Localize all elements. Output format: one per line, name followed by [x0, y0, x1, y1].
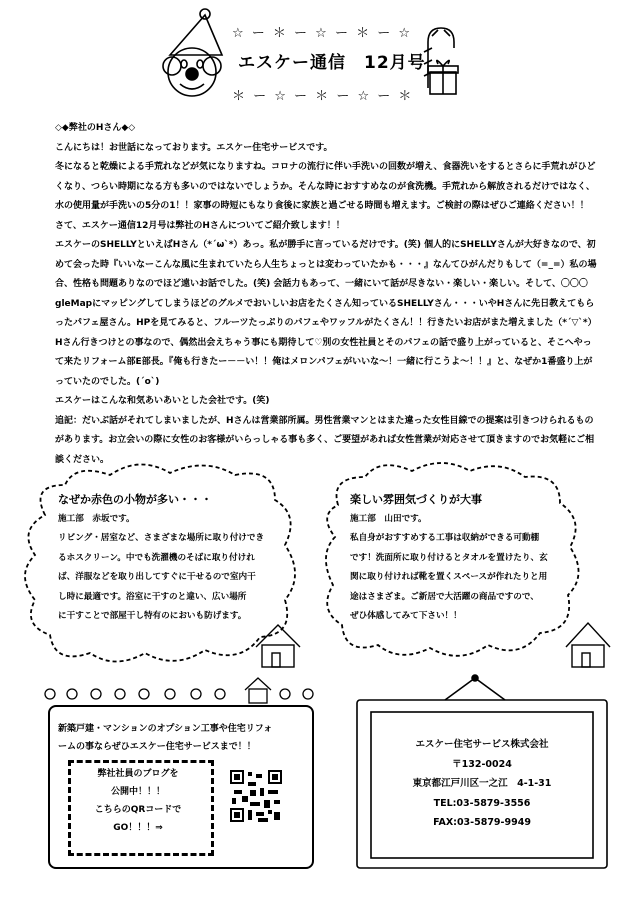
- company-fax: FAX:03-5879-9949: [433, 817, 531, 828]
- blog-text: [70, 765, 206, 837]
- company-name: エスケー住宅サービス株式会社: [415, 739, 549, 750]
- cloud-left-line: るホスクリーン。中でも洗濯機のそばに取り付けれ: [58, 552, 255, 563]
- promo-line: ームの事ならぜひエスケー住宅サービスまで！！: [58, 742, 256, 752]
- header-deco-top: ☆ ー ＊ ー ☆ ー ＊ ー ☆: [232, 26, 413, 41]
- page-title: エスケー通信 12月号: [238, 53, 426, 73]
- cloud-right-line: 関に取り付ければ靴を置くスペースが作れたりと用: [350, 572, 548, 583]
- promo-line: 新築戸建・マンションのオプション工事や住宅リフォ: [58, 724, 273, 734]
- article: [55, 119, 600, 470]
- article-paragraph: こんにちは！お世話になっております。エスケー住宅サービスです。: [55, 142, 333, 153]
- cloud-left-author: 施工部 赤坂です。: [58, 514, 135, 524]
- cloud-left-line: し時に最適です。浴室に干すのと違い、広い場所: [58, 591, 247, 602]
- cloud-right-line: 途はさまざま。ご新居で大活躍の商品ですので、: [350, 591, 539, 602]
- cloud-right-title: 楽しい雰囲気づくりが大事: [350, 493, 482, 506]
- article-paragraph: 冬になると乾燥による手荒れなどが気になりますね。コロナの流行に伴い手洗いの回数が増え、食器洗いをするとさらに手荒れがひどくなり、つらい時期になる方も多いのではないでしょうか。そんな時におすすめなのが食洗機。手荒れから解放されるだけではなく、水の使用量が手洗いの5分の1！！家事の時短にもなり食後に家族と過ごせる時間も増えます。ご検討の際はぜひご連絡ください！！: [55, 162, 596, 211]
- company-address: 東京都江戸川区一之江 4-1-31: [412, 778, 552, 789]
- candy-cane-icon: [424, 28, 454, 88]
- cloud-left-line: に干すことで部屋干し特有のにおいも防げます。: [58, 611, 247, 622]
- article-paragraph: 追記：だいぶ話がそれてしまいましたが、Hさんは営業部所属。男性営業マンとはまた違った女性目線での提案は引きつけられるものがあります。お立会いの際に女性のお客様がいらっしゃる事も多く、ご要望があれば女性営業が対応させて頂きますのでお気軽にご相談ください。: [55, 415, 595, 465]
- cloud-right-line: 私自身がおすすめする工事は収納ができる可動棚: [350, 533, 540, 544]
- blog-line[interactable]: GO！！！⇒: [113, 823, 163, 833]
- blog-line: 弊社社員のブログを: [97, 769, 179, 779]
- cloud-left-title: なぜか赤色の小物が多い・・・: [58, 493, 212, 506]
- company-tel[interactable]: TEL:03-5879-3556: [433, 797, 531, 809]
- header-deco-bottom: ＊ ー ☆ ー ＊ ー ☆ ー ＊: [232, 89, 414, 104]
- gift-icon: [428, 60, 458, 94]
- cloud-right: [350, 490, 565, 626]
- cloud-left-line: ば、洋服などを取り出してすぐに干せるので室内干: [58, 572, 256, 583]
- cloud-right-author: 施工部 山田です。: [350, 514, 427, 524]
- house-icon: [256, 623, 610, 667]
- article-paragraph: エスケーはこんな和気あいあいとした会社です。(笑): [55, 396, 270, 406]
- article-paragraph: エスケーのSHELLYといえばHさん（*´ω`*）あっ。私が勝手に言っているだけです。(笑) 個人的にSHELLYさんが大好きなので、初めて会った時『いいなーこんな風に生まれていたら人生ちょっとは変わっていたかも・・・』なんてひがんだりもして（=_=）私の場合、性格も問題ありなのでほど遠いお話でした。(笑) 会話力もあって、一緒にいて話が尽きない・楽しい・楽しい。そして、〇〇〇gleMapにマッピングしてしまうほどのグルメでおいしいお店をたくさん知っているSHELLYさん・・・いやHさんに先日教えてもらったパフェ屋さん。HPを見てみると、フルーツたっぷりのパフェやワッフルがたくさん！！行きたいお店がまた増えました（*´▽`*）Hさん行きつけとの事なので、偶然出会えちゃう事にも期待して♡別の女性社員とそのパフェの話で盛り上がっていると、そこへやって来たリフォーム部E部長。『俺も行きたー－－い！！俺はメロンパフェがいいな～！一緒に行こうよ～！！』と、なぜか1番盛り上がっていたのでした。(´o`): [55, 240, 597, 387]
- blog-line: 公開中！！！: [110, 787, 165, 797]
- blog-line: こちらのQRコードで: [94, 805, 182, 815]
- cloud-right-line: ぜひ体感してみて下さい！！: [350, 611, 462, 622]
- qr-code-icon[interactable]: [230, 770, 282, 822]
- cloud-left: [58, 490, 278, 626]
- article-heading: ◇◆弊社のHさん◆◇: [55, 123, 136, 133]
- company-info: [372, 735, 592, 833]
- company-postal: 〒132-0024: [452, 758, 512, 770]
- cloud-right-line: です！洗面所に取り付けるとタオルを置けたり、玄: [350, 552, 548, 563]
- article-paragraph: さて、エスケー通信12月号は弊社のHさんについてご紹介致します！！: [55, 220, 345, 231]
- cloud-left-line: リビング・居室など、さまざまな場所に取り付けでき: [58, 533, 265, 544]
- clown-illustration: [163, 9, 222, 96]
- promo-text: [58, 720, 308, 756]
